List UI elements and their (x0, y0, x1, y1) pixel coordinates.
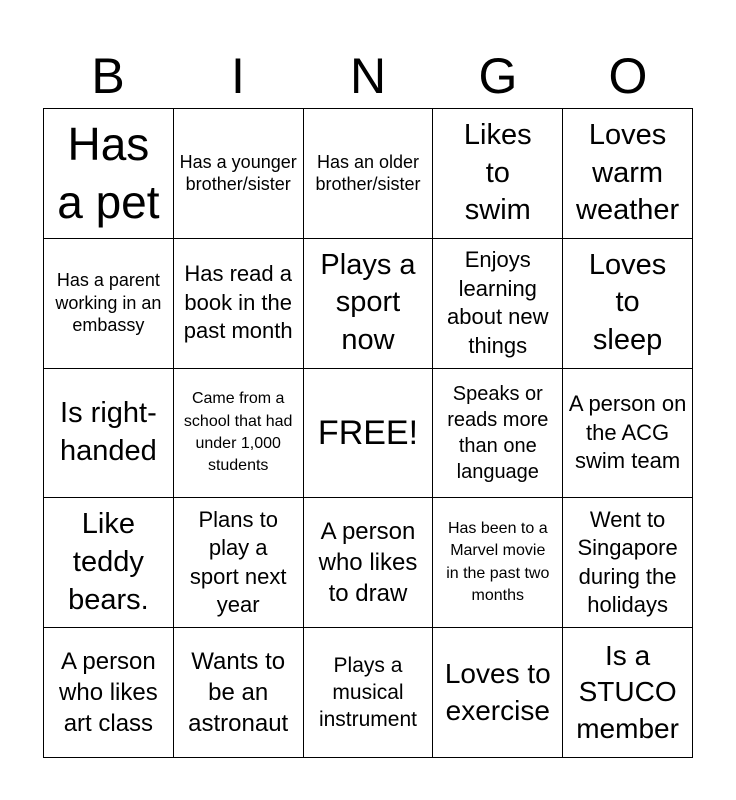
bingo-grid (43, 108, 693, 758)
cell-text: Plays a sport now (320, 248, 416, 357)
bingo-cell-r4c3[interactable] (304, 498, 434, 628)
bingo-cell-r3c5[interactable] (563, 369, 693, 499)
bingo-header (43, 44, 693, 108)
bingo-cell-r5c3[interactable] (304, 628, 434, 758)
bingo-cell-r4c5[interactable] (563, 498, 693, 628)
bingo-cell-r1c1[interactable] (44, 109, 174, 239)
bingo-cell-r4c4[interactable] (433, 498, 563, 628)
bingo-cell-r4c1[interactable] (44, 498, 174, 628)
bingo-cell-r3c4[interactable] (433, 369, 563, 499)
header-letter-o: O (608, 48, 648, 104)
bingo-cell-r2c5[interactable] (563, 239, 693, 369)
cell-text: Has read a book in the past month (183, 261, 293, 344)
cell-text: Likes to swim (463, 118, 532, 227)
bingo-cell-r3c3[interactable] (304, 369, 434, 499)
bingo-cell-r5c2[interactable] (174, 628, 304, 758)
header-letter-b: B (91, 48, 125, 104)
bingo-cell-r1c3[interactable] (304, 109, 434, 239)
bingo-cell-r3c1[interactable] (44, 369, 174, 499)
cell-text: Loves warm weather (576, 118, 680, 227)
cell-text: A person on the ACG swim team (568, 391, 687, 474)
cell-text: Plans to play a sport next year (189, 506, 287, 618)
cell-text: Has an older brother/sister (315, 151, 421, 195)
cell-text: Speaks or reads more than one language (447, 382, 549, 483)
cell-text: Plays a musical instrument (318, 653, 417, 732)
header-letter-n: N (349, 48, 387, 104)
cell-text: Wants to be an astronaut (188, 647, 289, 738)
cell-text: Is right-handed (60, 397, 157, 467)
cell-text: Loves to sleep (588, 248, 667, 357)
bingo-cell-r2c4[interactable] (433, 239, 563, 369)
header-letter-i: I (231, 48, 245, 104)
bingo-cell-r2c3[interactable] (304, 239, 434, 369)
cell-text: Has been to a Marvel movie in the past two months (446, 520, 550, 605)
bingo-cell-r3c2[interactable] (174, 369, 304, 499)
cell-text: Has a younger brother/sister (179, 151, 297, 195)
cell-text: A person who likes art class (59, 647, 158, 738)
cell-text: Is a STUCO member (576, 640, 679, 744)
cell-text: Enjoys learning about new things (447, 247, 549, 358)
bingo-cell-r5c4[interactable] (433, 628, 563, 758)
bingo-cell-r2c2[interactable] (174, 239, 304, 369)
header-letter-g: G (478, 48, 518, 104)
cell-text: A person who likes to draw (318, 518, 418, 608)
bingo-cell-r5c1[interactable] (44, 628, 174, 758)
bingo-cell-r4c2[interactable] (174, 498, 304, 628)
bingo-cell-r1c5[interactable] (563, 109, 693, 239)
cell-text: Like teddy bears. (68, 508, 149, 616)
bingo-cell-r2c1[interactable] (44, 239, 174, 369)
cell-text: Went to Singapore during the holidays (577, 506, 678, 618)
cell-text: Came from a school that had under 1,000 students (183, 390, 293, 475)
bingo-cell-r1c2[interactable] (174, 109, 304, 239)
free-space: FREE! (317, 413, 419, 452)
cell-text: Loves to exercise (444, 658, 551, 726)
bingo-cell-r1c4[interactable] (433, 109, 563, 239)
cell-text: Has a pet (57, 117, 160, 229)
bingo-cell-r5c5[interactable] (563, 628, 693, 758)
cell-text: Has a parent working in an embassy (55, 270, 162, 336)
